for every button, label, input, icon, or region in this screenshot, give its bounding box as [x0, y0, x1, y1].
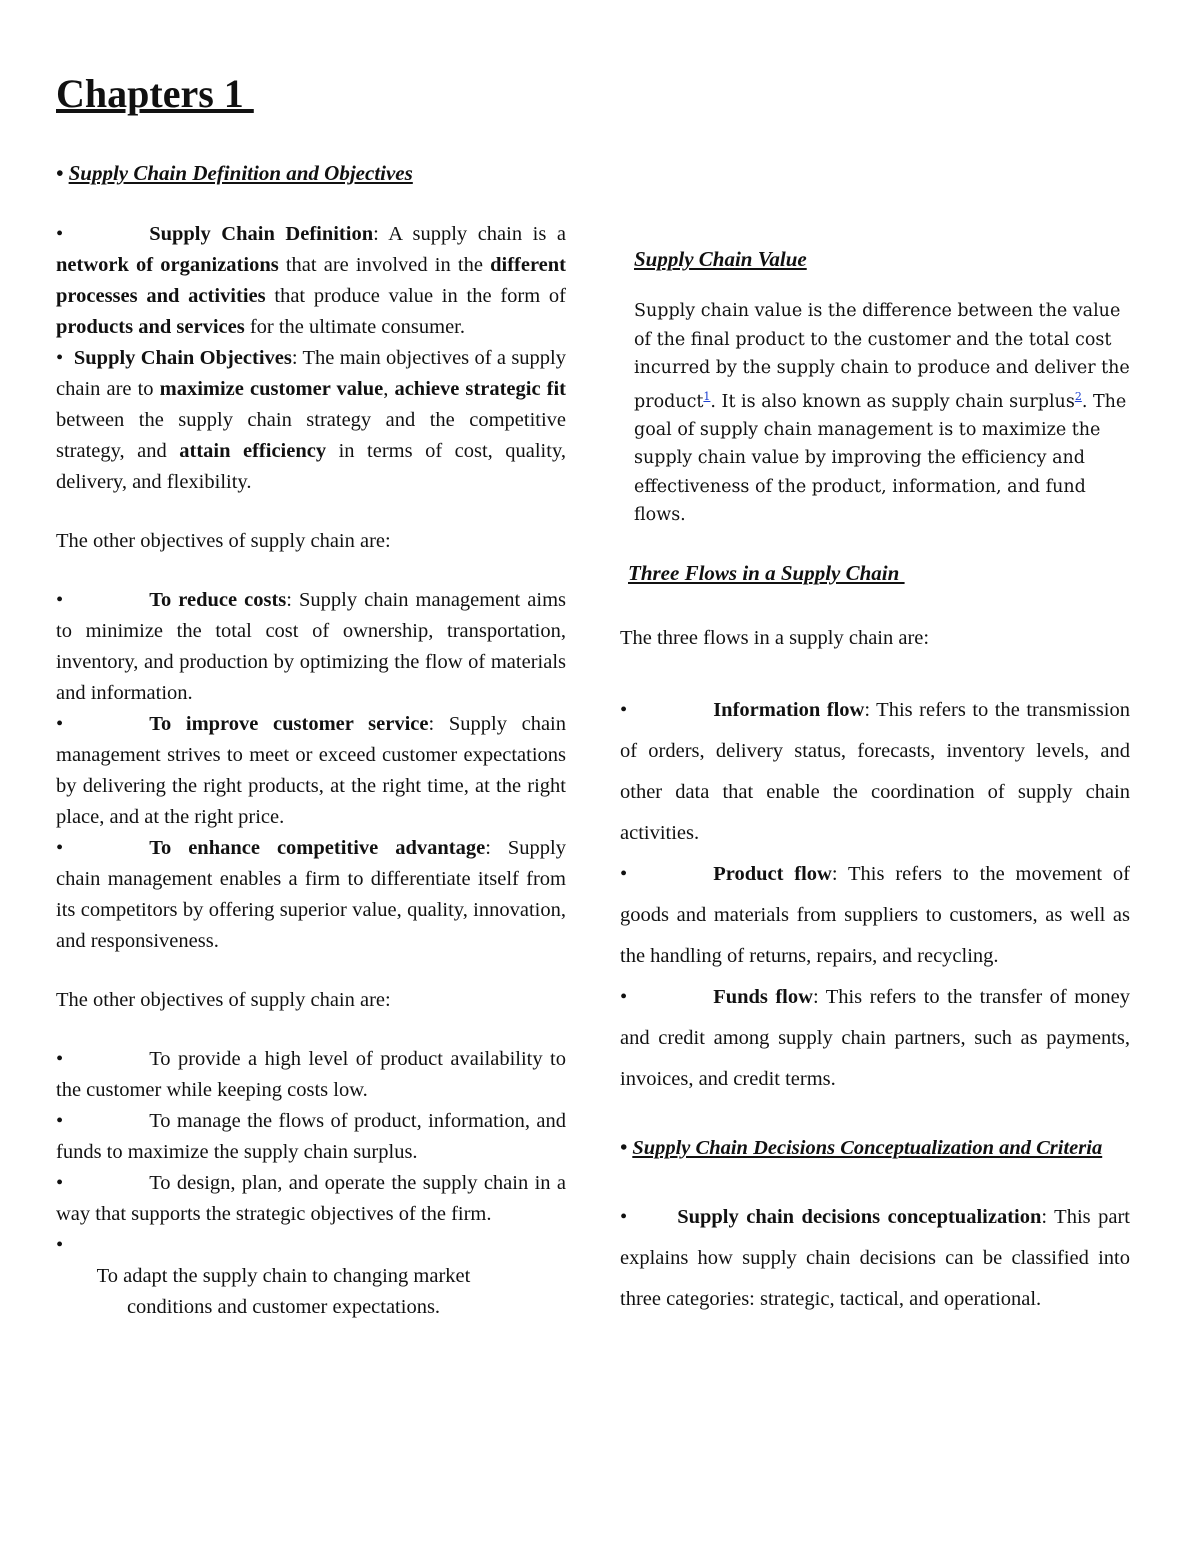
item-text: To manage the flows of product, information, and funds to maximize the supply chain surplus. — [56, 1110, 566, 1163]
item-label: Funds flow — [713, 985, 813, 1008]
bold-text: achieve strategic fit — [394, 378, 566, 400]
right-column — [620, 244, 1130, 1320]
text: that are involved in the — [278, 254, 491, 276]
decisions-heading-text: Supply Chain Decisions Conceptualization and Criteria — [632, 1136, 1103, 1159]
footnote-ref-2[interactable]: 2 — [1074, 389, 1082, 403]
definition-label: Supply Chain Definition — [149, 223, 374, 245]
bold-text: network of organizations — [56, 254, 279, 276]
item-label: Information flow — [713, 698, 865, 721]
bullet: • — [56, 347, 64, 369]
footnote-ref-1[interactable]: 1 — [703, 389, 711, 403]
flows-heading: Three Flows in a Supply Chain — [628, 560, 905, 585]
section-heading-definition-objectives — [56, 160, 413, 187]
item-label: Product flow — [713, 862, 832, 885]
item-text: To design, plan, and operate the supply chain in a way that supports the strategic objectives of the firm. — [56, 1172, 566, 1225]
bullet: • — [620, 1136, 628, 1159]
bullet: • — [56, 713, 64, 735]
flow-item — [620, 854, 1130, 977]
item-text: : Supply chain management strives to meet or exceed customer expectations by delivering the right products, at the right time, at the right place, and at the right price. — [56, 713, 567, 828]
text: Supply chain value is the difference between the value of the final product to the customer and the total cost incurred by the supply chain to produce and deliver the product — [634, 301, 1130, 412]
section-heading-text: Supply Chain Definition and Objectives — [68, 161, 413, 185]
bold-text: different processes and activities — [56, 254, 566, 307]
bold-text: products and services — [56, 316, 245, 338]
item-text: : This refers to the transmission of orders, delivery status, forecasts, inventory levels, and other data that enable the coordination of supply chain activities. — [620, 698, 1130, 844]
other-objectives-intro-2: The other objectives of supply chain are: — [56, 989, 391, 1011]
bullet: • — [620, 1205, 628, 1228]
list-item — [56, 585, 566, 709]
text: . It is also known as supply chain surplus — [710, 391, 1075, 412]
list-item — [56, 1168, 566, 1230]
bold-text: maximize customer value — [159, 378, 384, 400]
flow-item — [620, 690, 1130, 854]
list-item — [56, 1044, 566, 1106]
flows-intro: The three flows in a supply chain are: — [620, 626, 930, 649]
item-label: Supply chain decisions conceptualization — [677, 1205, 1042, 1228]
bullet: • — [56, 1234, 64, 1256]
bullet: • — [56, 589, 64, 611]
objectives-paragraph — [56, 343, 566, 498]
item-text: To provide a high level of product availability to the customer while keeping costs low. — [56, 1048, 566, 1101]
item-label: To improve customer service — [149, 713, 429, 735]
item-label: To reduce costs — [149, 589, 287, 611]
objectives-label: Supply Chain Objectives — [73, 347, 292, 369]
decisions-heading — [620, 1128, 1130, 1169]
list-item — [56, 709, 566, 833]
bullet: • — [56, 1110, 64, 1132]
decisions-paragraph — [620, 1197, 1130, 1320]
text: between the supply chain strategy and the competitive strategy, and — [56, 409, 566, 462]
item-text: : This refers to the movement of goods and materials from suppliers to customers, as well as the handling of returns, repairs, and recycling. — [620, 862, 1131, 967]
definition-paragraph — [56, 219, 566, 343]
list-item — [56, 1106, 566, 1168]
bullet: • — [56, 161, 64, 185]
bullet: • — [620, 862, 628, 885]
value-heading: Supply Chain Value — [634, 247, 807, 271]
bullet: • — [56, 837, 64, 859]
item-text: : Supply chain management aims to minimize the total cost of ownership, transportation, inventory, and production by optimizing the flow of materials and information. — [56, 589, 567, 704]
other-objectives-intro-1: The other objectives of supply chain are: — [56, 530, 391, 552]
page-title: Chapters 1 — [56, 71, 254, 116]
list-item — [56, 1230, 566, 1323]
text: : The main objectives of a supply chain are to — [56, 347, 567, 400]
bold-text: attain efficiency — [179, 440, 327, 462]
text: : A supply chain is a — [373, 223, 566, 245]
item-text: : Supply chain management enables a firm to differentiate itself from its competitors by offering superior value, quality, innovation, and responsiveness. — [56, 837, 566, 952]
bullet: • — [56, 223, 64, 245]
bullet: • — [620, 698, 628, 721]
left-column — [56, 219, 566, 1323]
bullet: • — [56, 1048, 64, 1070]
list-item — [56, 833, 566, 957]
text: in terms of cost, quality, delivery, and flexibility. — [56, 440, 566, 493]
text: , — [383, 378, 395, 400]
flows-section — [620, 623, 1130, 1320]
item-label: To enhance competitive advantage — [149, 837, 486, 859]
text: that produce value in the form of — [265, 285, 567, 307]
bullet: • — [620, 985, 628, 1008]
text: . The goal of supply chain management is to maximize the supply chain value by improving the efficiency and effectiveness of the product, information, and fund flows. — [634, 391, 1127, 526]
item-text: : This refers to the transfer of money and credit among supply chain partners, such as payments, invoices, and credit terms. — [620, 985, 1131, 1090]
item-text: To adapt the supply chain to changing market conditions and customer expectations. — [96, 1265, 471, 1318]
bullet: • — [56, 1172, 64, 1194]
text: for the ultimate consumer. — [244, 316, 466, 338]
value-paragraph — [620, 297, 1134, 530]
item-text: : This part explains how supply chain decisions can be classified into three categories: strategic, tactical, and operational. — [620, 1205, 1130, 1310]
flow-item — [620, 977, 1130, 1100]
